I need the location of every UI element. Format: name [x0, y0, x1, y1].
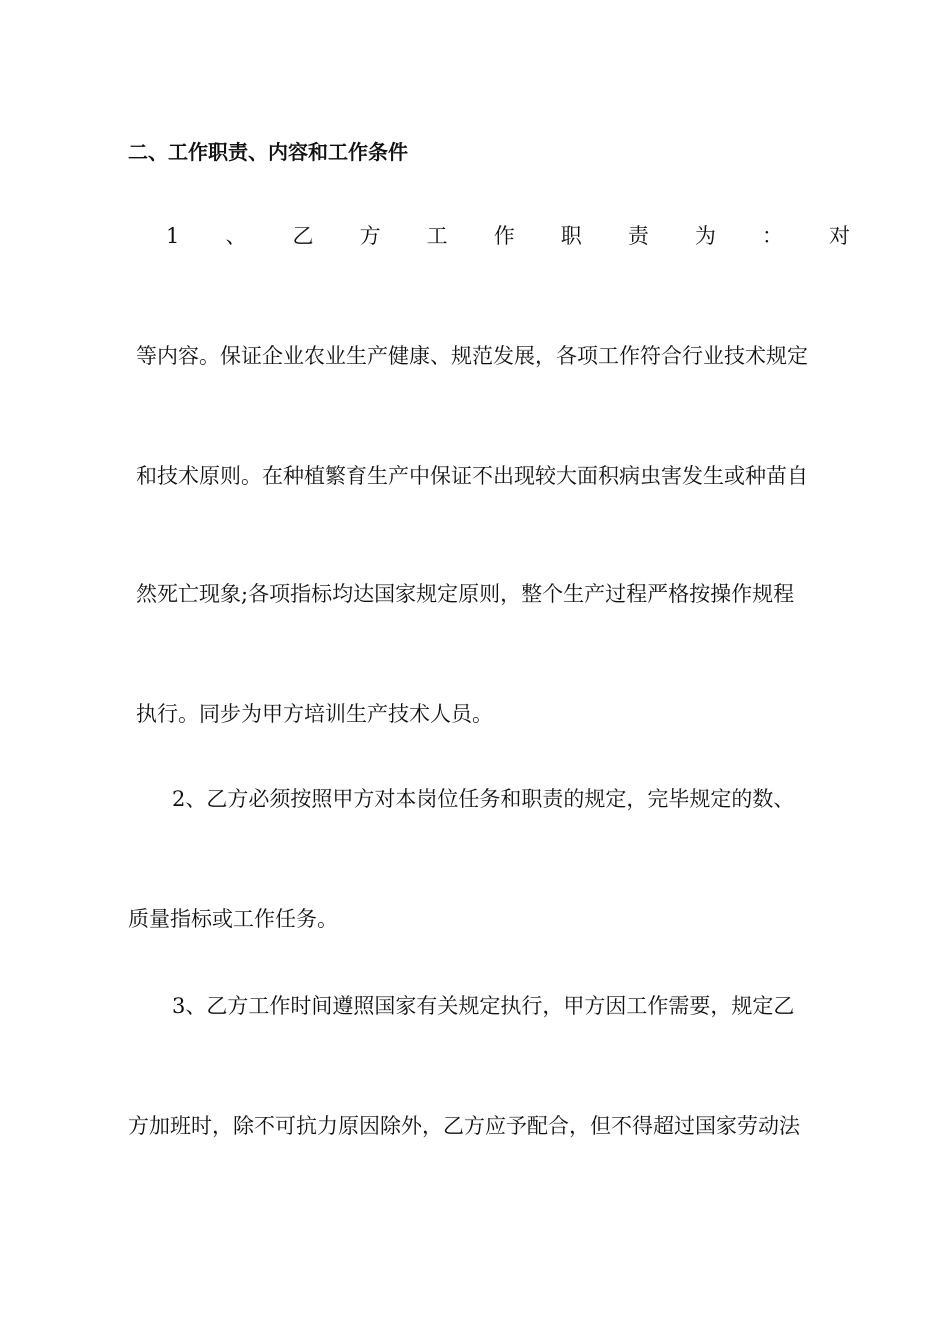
paragraph-line: 2、乙方必须按照甲方对本岗位任务和职责的规定，完毕规定的数、: [172, 787, 795, 811]
spread-char: 1: [166, 224, 180, 248]
spread-char: ：: [761, 224, 783, 248]
paragraph-line: 方加班时，除不可抗力原因除外，乙方应予配合，但不得超过国家劳动法: [128, 1114, 800, 1138]
spread-char: 方: [359, 224, 381, 248]
spread-char: 责: [627, 224, 649, 248]
item-1-first-line: [166, 222, 850, 250]
spread-char: 对: [829, 224, 850, 248]
paragraph-line: 然死亡现象;各项指标均达国家规定原则，整个生产过程严格按操作规程: [136, 582, 795, 606]
paragraph-line: 等内容。保证企业农业生产健康、规范发展，各项工作符合行业技术规定: [136, 344, 808, 368]
spread-char: 职: [560, 224, 582, 248]
spread-char: 工: [426, 224, 448, 248]
paragraph-line: 质量指标或工作任务。: [128, 907, 338, 931]
section-heading: 二、工作职责、内容和工作条件: [128, 140, 408, 164]
paragraph-line: 和技术原则。在种植繁育生产中保证不出现较大面积病虫害发生或种苗自: [136, 464, 808, 488]
spread-char: 为: [694, 224, 716, 248]
spread-char: 作: [493, 224, 515, 248]
spread-char: 、: [225, 224, 247, 248]
paragraph-line: 3、乙方工作时间遵照国家有关规定执行，甲方因工作需要，规定乙: [172, 994, 795, 1018]
spread-char: 乙: [292, 224, 314, 248]
paragraph-line: 执行。同步为甲方培训生产技术人员。: [136, 702, 493, 726]
